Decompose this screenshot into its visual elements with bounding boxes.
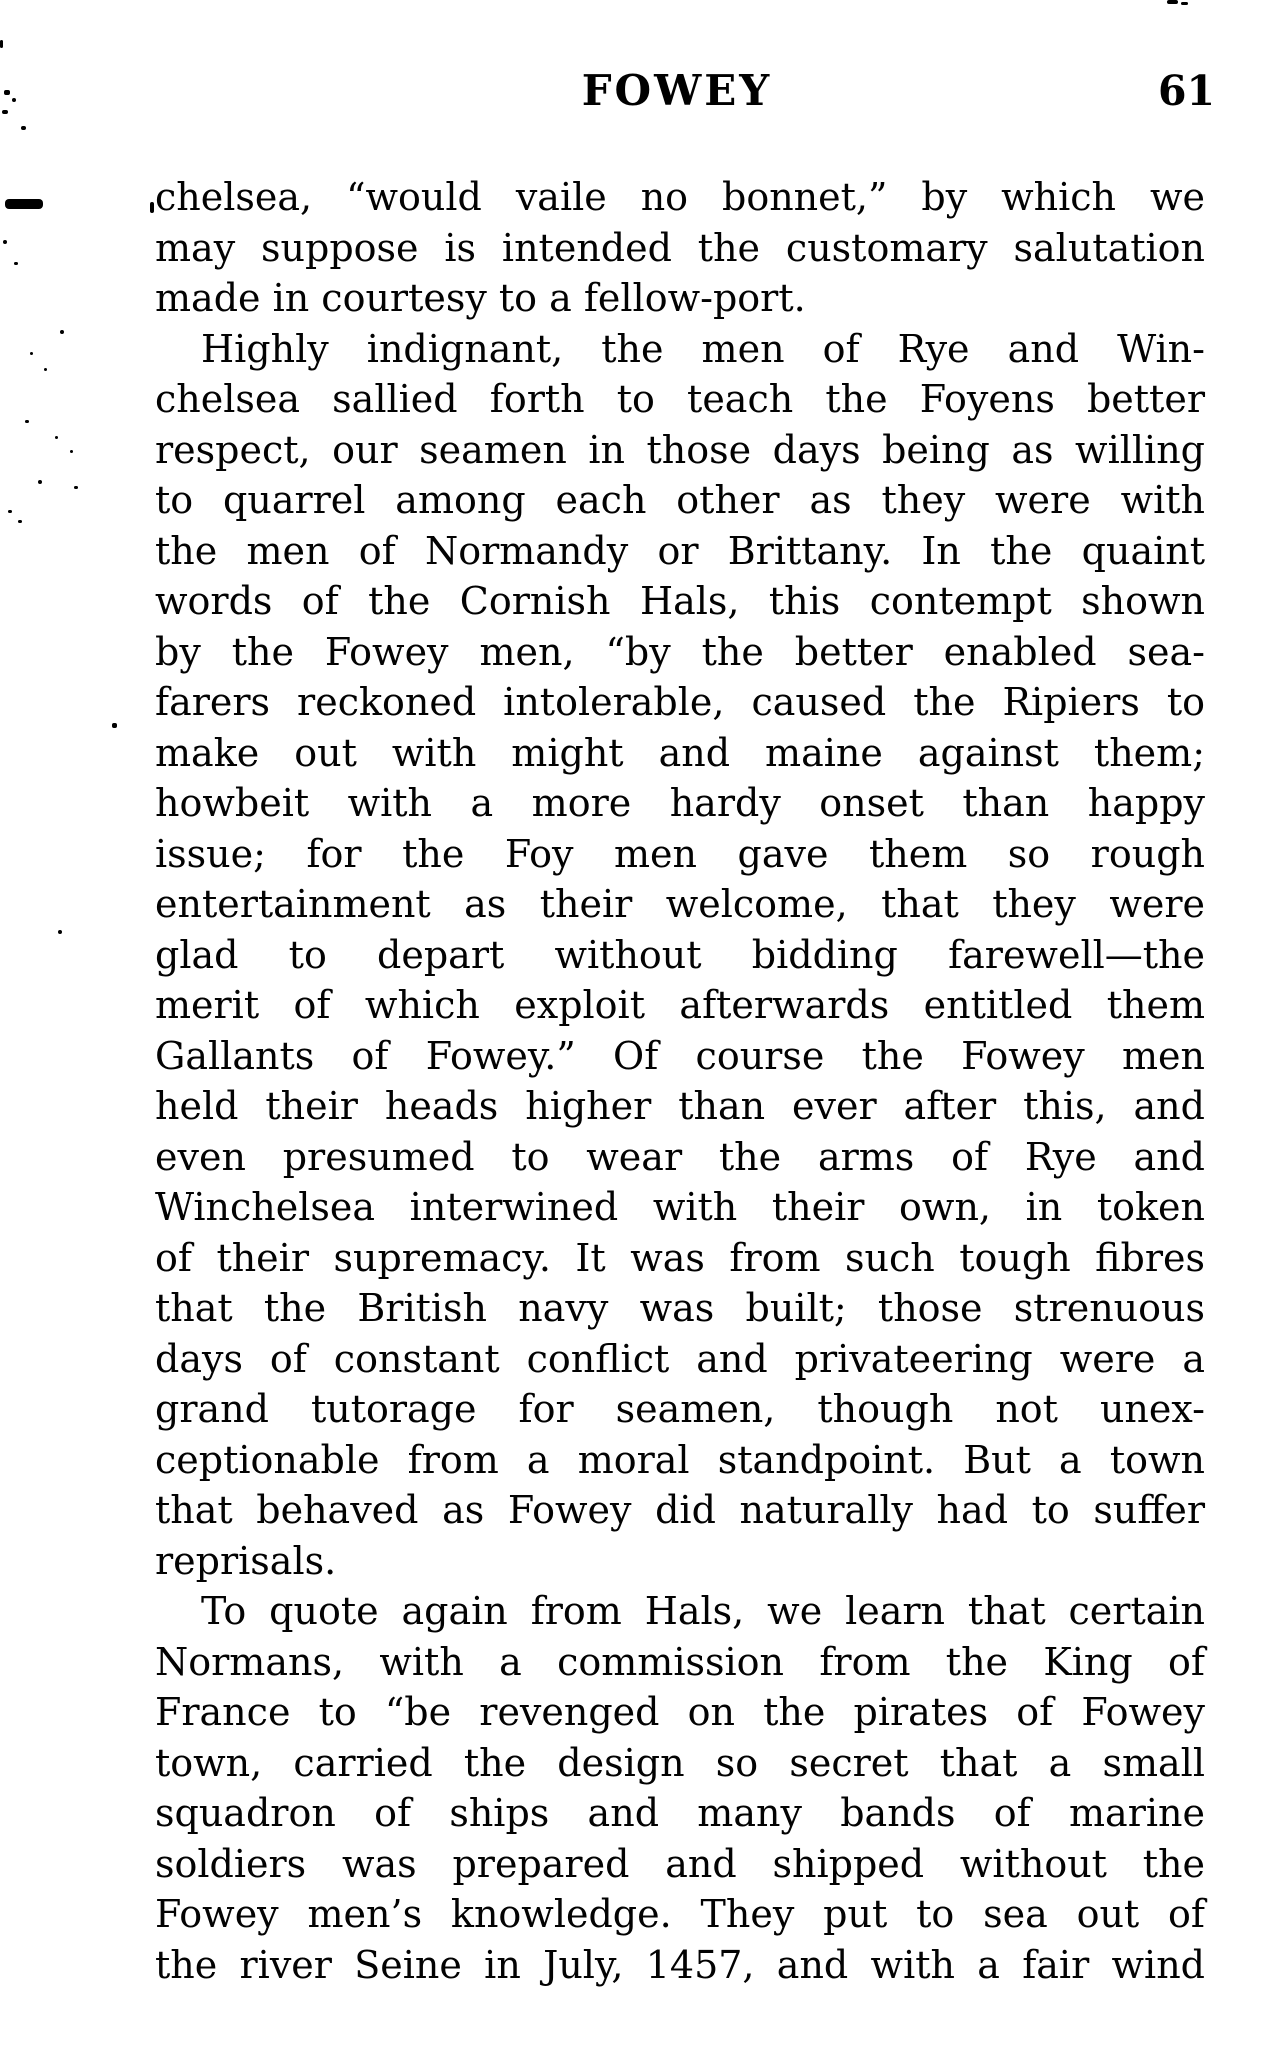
scan-artifact [58, 930, 62, 934]
text-line: Fowey men’s knowledge. They put to sea out of [155, 1892, 1205, 1936]
text-line: chelsea sallied forth to teach the Foyens better [155, 377, 1205, 421]
text-line: by the Fowey men, “by the better enabled sea- [155, 629, 1205, 674]
text-line: squadron of ships and many bands of marine [155, 1791, 1205, 1835]
scan-artifact [0, 40, 3, 48]
text-line: made in courtesy to a fellow-port. [155, 276, 806, 320]
scan-artifact [112, 723, 117, 728]
text-line: town, carried the design so secret that a small [155, 1740, 1205, 1785]
scan-artifact [25, 420, 29, 423]
text-line: grand tutorage for seamen, though not unex- [155, 1387, 1205, 1431]
text-line: chelsea, “would vaile no bonnet,” by which we [155, 175, 1205, 219]
scan-artifact [70, 450, 73, 453]
text-line: of their supremacy. It was from such tough fibres [155, 1235, 1205, 1280]
text-line: France to “be revenged on the pirates of Fowey [155, 1690, 1205, 1734]
text-line: that the British navy was built; those strenuous [155, 1286, 1205, 1330]
scan-artifact [60, 330, 64, 334]
text-line: respect, our seamen in those days being as willing [155, 427, 1205, 472]
text-line: held their heads higher than ever after this, and [155, 1084, 1205, 1128]
text-line: the men of Normandy or Brittany. In the quaint [155, 528, 1205, 573]
text-line: that behaved as Fowey did naturally had to suffer [155, 1488, 1205, 1532]
running-header-title: FOWEY [581, 66, 773, 115]
scan-artifact [44, 368, 47, 371]
text-line: merit of which exploit afterwards entitled them [155, 983, 1205, 1027]
text-line: the river Seine in July, 1457, and with a fair wind [155, 1942, 1205, 1987]
text-line: To quote again from Hals, we learn that certain [201, 1589, 1205, 1633]
text-line: Gallants of Fowey.” Of course the Fowey men [155, 1033, 1205, 1078]
scan-artifact [5, 199, 43, 209]
scan-artifact [2, 110, 8, 114]
scan-artifact [38, 480, 42, 484]
text-line: entertainment as their welcome, that they were [155, 882, 1205, 926]
scan-artifact [4, 90, 10, 95]
scan-artifact [8, 510, 12, 513]
text-line: days of constant conflict and privateering were a [155, 1336, 1205, 1381]
text-line: may suppose is intended the customary salutation [155, 225, 1205, 270]
text-line: to quarrel among each other as they were with [155, 478, 1205, 522]
text-line: soldiers was prepared and shipped without the [155, 1841, 1205, 1886]
text-line: issue; for the Foy men gave them so rough [155, 831, 1205, 876]
scan-artifact [55, 436, 58, 439]
scan-artifact [74, 486, 78, 489]
scan-artifact [12, 98, 16, 102]
scan-artifact [150, 202, 154, 213]
text-line: Highly indignant, the men of Rye and Win- [201, 326, 1205, 371]
page-number: 61 [1158, 67, 1216, 115]
text-line: Normans, with a commission from the King of [155, 1639, 1205, 1684]
text-line: Winchelsea interwined with their own, in token [155, 1185, 1205, 1229]
text-line: even presumed to wear the arms of Rye and [155, 1134, 1205, 1179]
scan-artifact [1167, 0, 1178, 4]
scan-artifact [18, 520, 22, 523]
scan-artifact [3, 240, 7, 244]
text-line: farers reckoned intolerable, caused the Ripiers to [155, 680, 1205, 724]
scan-artifact [21, 126, 26, 130]
body-text [155, 172, 1205, 1990]
text-line: words of the Cornish Hals, this contempt shown [155, 579, 1205, 623]
text-line: howbeit with a more hardy onset than happy [155, 781, 1205, 825]
scan-artifact [1181, 2, 1188, 5]
text-line: glad to depart without bidding farewell—the [155, 932, 1205, 977]
scan-artifact [14, 262, 18, 265]
text-line: make out with might and maine against them; [155, 730, 1205, 775]
text-line: reprisals. [155, 1538, 337, 1583]
scan-artifact [30, 352, 33, 355]
text-line: ceptionable from a moral standpoint. But a town [155, 1437, 1205, 1482]
